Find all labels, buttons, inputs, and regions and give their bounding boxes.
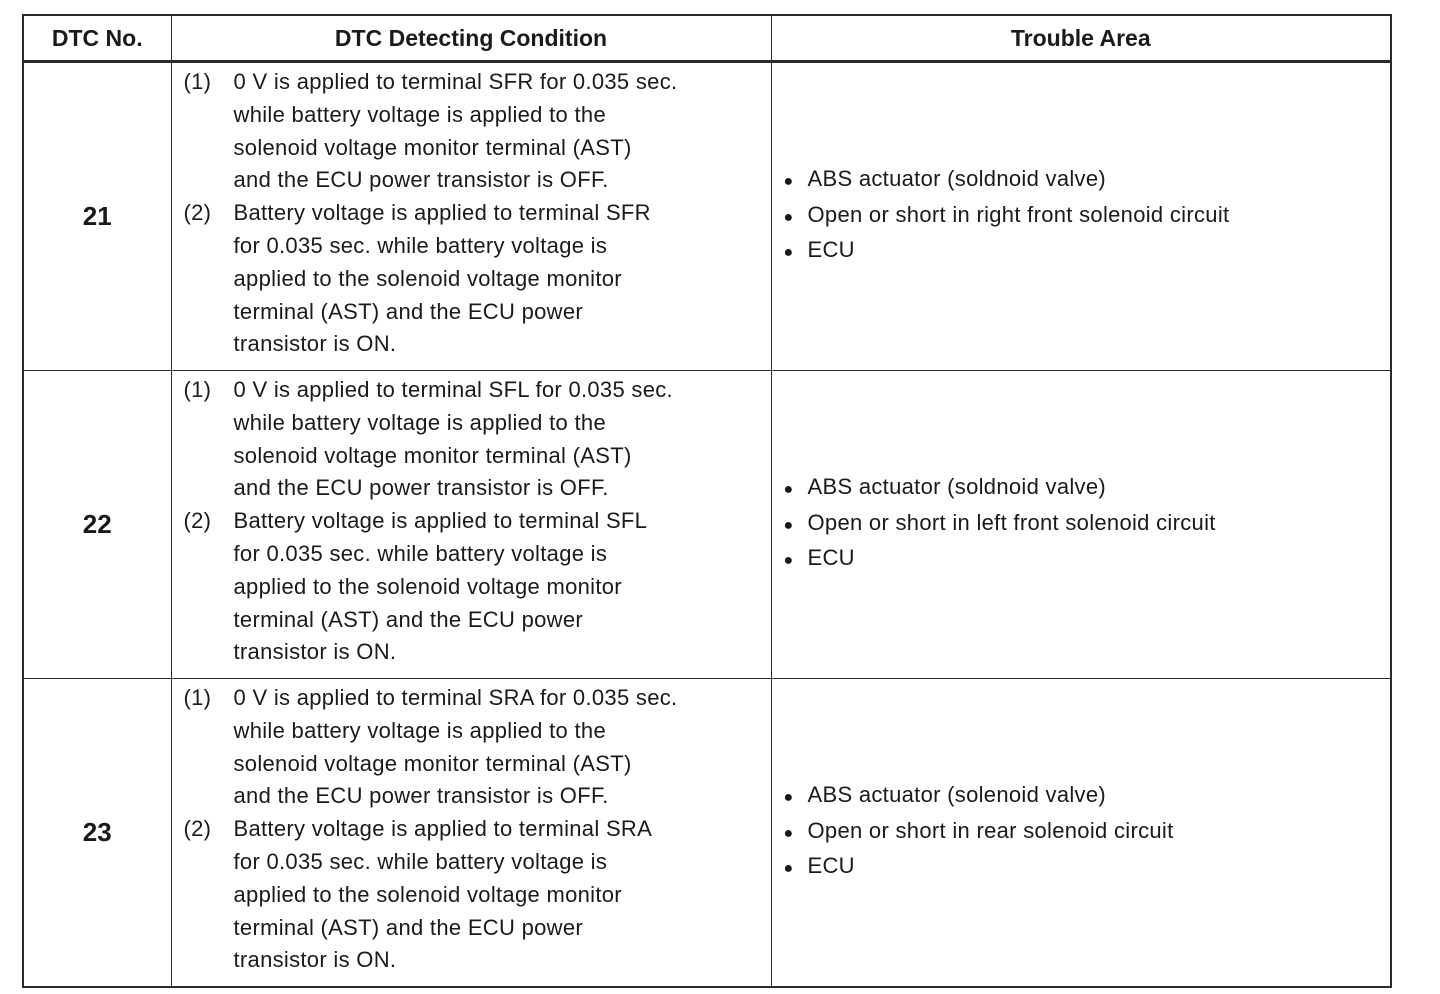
condition-item [184, 505, 761, 669]
bullet-icon: ● [783, 172, 794, 190]
list-item [784, 815, 1391, 851]
bullet-icon: ● [783, 824, 794, 842]
bullet-icon: ● [783, 552, 794, 570]
condition-cell [171, 371, 771, 679]
condition-item [184, 813, 761, 977]
table-body [23, 62, 1391, 988]
condition-text: Battery voltage is applied to terminal SFL for 0.035 sec. while battery voltage is applied to the solenoid voltage monitor terminal (AST) and the ECU power transistor is ON. [233, 508, 648, 665]
trouble-area-cell [771, 679, 1391, 988]
bullet-icon: ● [783, 788, 794, 806]
condition-item [184, 66, 761, 197]
dtc-table [22, 14, 1392, 988]
condition-text: 0 V is applied to terminal SFL for 0.035 sec. while battery voltage is applied to the solenoid voltage monitor terminal (AST) and the ECU power transistor is OFF. [233, 377, 673, 501]
list-item [784, 199, 1391, 235]
condition-number: (2) [183, 200, 212, 226]
trouble-area-cell [771, 371, 1391, 679]
condition-number: (1) [183, 69, 212, 94]
trouble-area-cell [771, 62, 1391, 371]
condition-cell [171, 679, 771, 988]
trouble-area-text: ECU [807, 853, 855, 879]
list-item [784, 507, 1391, 543]
bullet-icon: ● [783, 208, 794, 226]
condition-number: (2) [183, 508, 212, 534]
list-item [784, 779, 1391, 815]
condition-text: 0 V is applied to terminal SFR for 0.035 sec. while battery voltage is applied to the solenoid voltage monitor terminal (AST) and the ECU power transistor is OFF. [233, 69, 678, 193]
trouble-area-text: ABS actuator (soldnoid valve) [807, 473, 1107, 499]
trouble-area-list [784, 471, 1391, 578]
table-row [23, 371, 1391, 679]
bullet-icon: ● [783, 860, 794, 878]
header-dtc-no: DTC No. [23, 15, 171, 62]
condition-cell [171, 62, 771, 371]
dtc-number: 23 [23, 679, 171, 988]
bullet-icon: ● [783, 244, 794, 262]
trouble-area-text: ECU [807, 237, 855, 263]
dtc-number: 22 [23, 371, 171, 679]
condition-item [184, 197, 761, 361]
list-item [784, 163, 1391, 199]
table-row [23, 679, 1391, 988]
list-item [784, 234, 1391, 270]
condition-item [184, 682, 761, 813]
condition-text: 0 V is applied to terminal SRA for 0.035 sec. while battery voltage is applied to the solenoid voltage monitor terminal (AST) and the ECU power transistor is OFF. [233, 685, 678, 809]
condition-number: (2) [183, 816, 212, 842]
condition-text: Battery voltage is applied to terminal SFR for 0.035 sec. while battery voltage is applied to the solenoid voltage monitor terminal (AST) and the ECU power transistor is ON. [233, 200, 651, 357]
table-header [23, 15, 1391, 62]
list-item [784, 850, 1391, 886]
trouble-area-text: Open or short in right front solenoid circuit [807, 201, 1230, 227]
trouble-area-text: ECU [807, 545, 855, 571]
table-row [23, 62, 1391, 371]
list-item [784, 542, 1391, 578]
trouble-area-list [784, 779, 1391, 886]
trouble-area-text: ABS actuator (solenoid valve) [807, 781, 1107, 807]
trouble-area-text: Open or short in rear solenoid circuit [807, 817, 1174, 843]
header-row [23, 15, 1391, 62]
header-trouble-area: Trouble Area [771, 15, 1391, 62]
trouble-area-text: ABS actuator (soldnoid valve) [807, 165, 1107, 191]
bullet-icon: ● [783, 516, 794, 534]
trouble-area-list [784, 163, 1391, 270]
condition-number: (1) [183, 685, 212, 710]
trouble-area-text: Open or short in left front solenoid circuit [807, 509, 1216, 535]
condition-item [184, 374, 761, 505]
header-condition: DTC Detecting Condition [171, 15, 771, 62]
list-item [784, 471, 1391, 507]
condition-number: (1) [183, 377, 212, 402]
bullet-icon: ● [783, 480, 794, 498]
dtc-number: 21 [23, 62, 171, 371]
condition-text: Battery voltage is applied to terminal SRA for 0.035 sec. while battery voltage is applied to the solenoid voltage monitor terminal (AST) and the ECU power transistor is ON. [233, 816, 653, 973]
